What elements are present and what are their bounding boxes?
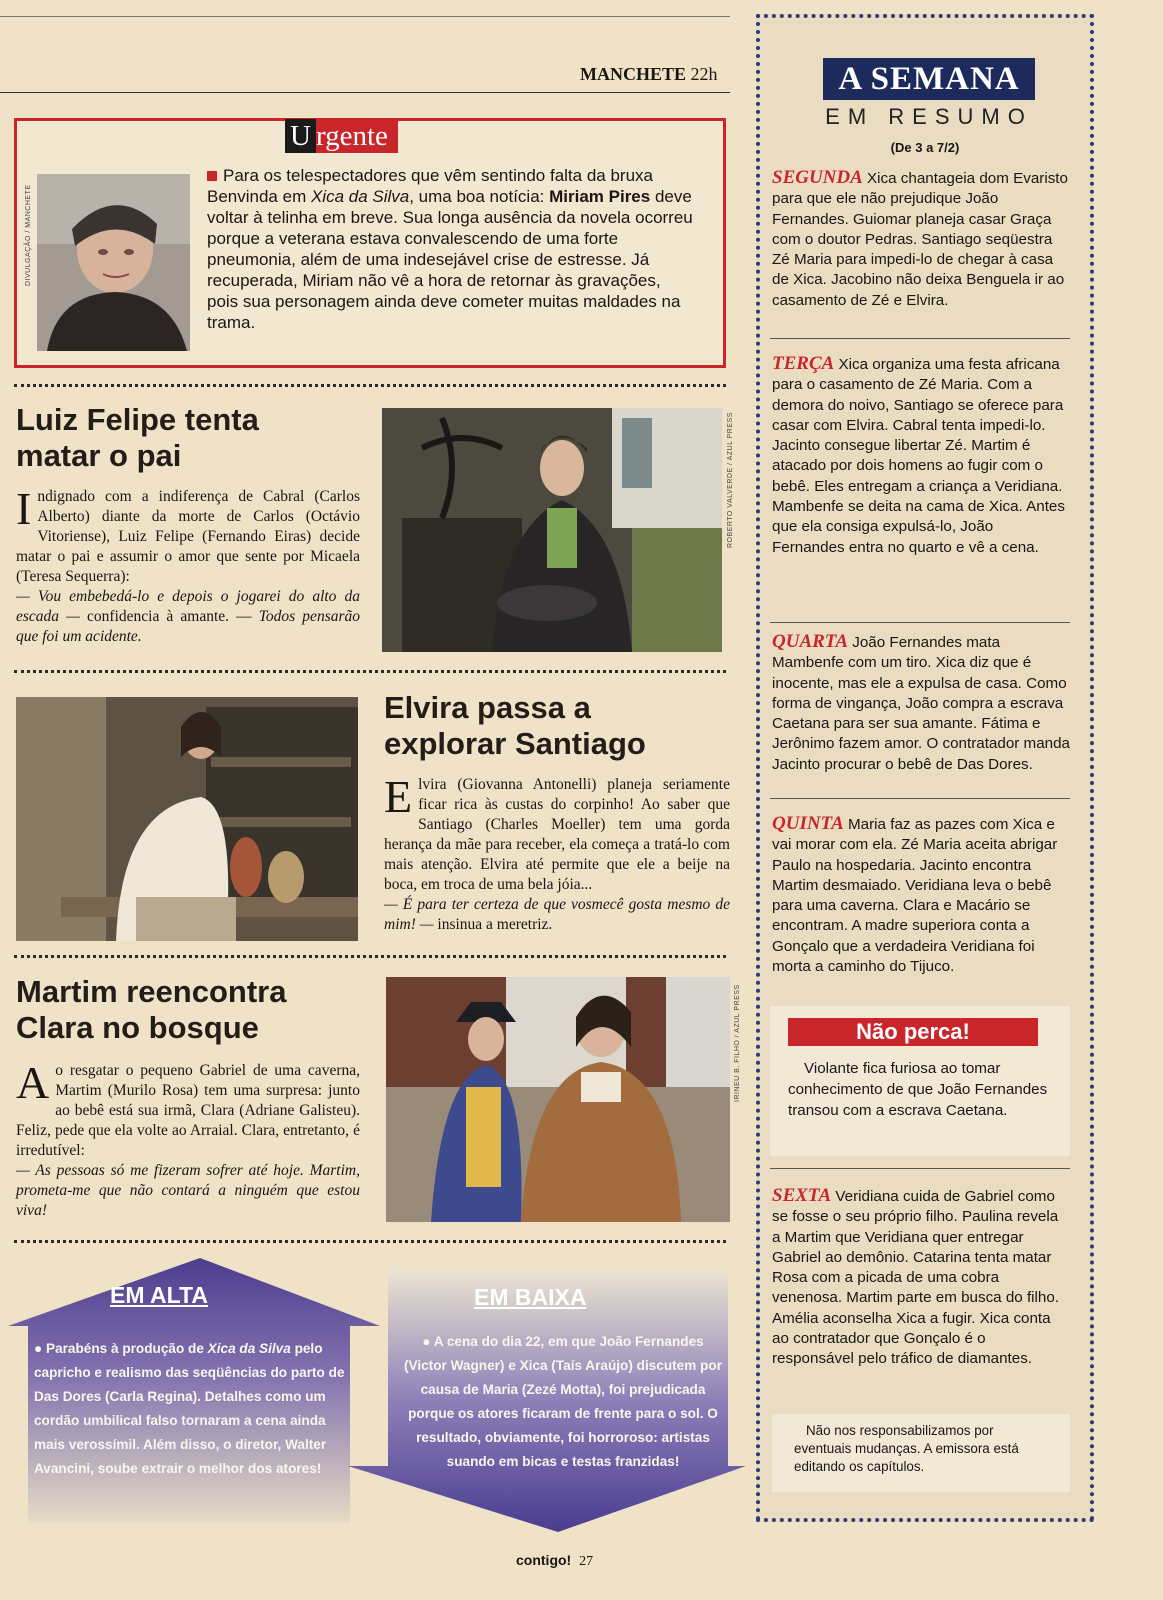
day-rule-3	[770, 798, 1070, 799]
day-terca-summary: Xica organiza uma festa africana para o casamento de Zé Maria. Com a demora do noivo, Santiago se oferece para casar com Elvira. Cabral tenta impedi-lo. Jacinto consegue libertar Zé. Martim é atacado por dois homens ao fugir com o bebê. Eles entregam a criança a Veridiana. Mambenfe se deita na cama de Xica. Antes que ela consiga expulsá-lo, João Fernandes entra no quarto e vê a cena.	[772, 356, 1065, 556]
channel-name: MANCHETE	[580, 64, 687, 84]
em-baixa-text	[404, 1330, 722, 1474]
em-alta-title: EM ALTA	[110, 1282, 208, 1308]
article-1-body	[16, 483, 361, 647]
bullet-square-icon	[207, 171, 217, 181]
em-baixa-title: EM BAIXA	[474, 1284, 587, 1310]
article-1-quote-attr: confidencia à amante. —	[87, 608, 252, 625]
day-rule-4	[770, 1168, 1070, 1169]
day-sexta-text	[772, 1186, 1070, 1370]
urgente-box	[14, 118, 726, 368]
nao-perca-box	[770, 1006, 1070, 1156]
urgente-title-initial: U	[285, 119, 316, 153]
day-segunda-summary: Xica chantageia dom Evaristo para que ele não prejudique João Fernandes. Guiomar planeja casar Graça com o doutor Pedras. Santiago seqüestra Zé Maria para impedi-lo de chegar à casa de Xica. Jacobino não deixa Benguela ir ao casamento de Zé e Elvira.	[772, 170, 1068, 309]
article-1-paragraph: ndignado com a indiferença de Cabral (Carlos Alberto) diante da morte de Carlos (Octávio Vitoriense), Luiz Felipe (Fernando Eiras) decide matar o pai e assumir o amor que sente por Micaela (Teresa Sequerra):	[16, 488, 360, 585]
article-1-photo-credit: ROBERTO VALVERDE / AZUL PRESS	[727, 412, 734, 548]
footer-page-number: 27	[579, 1554, 594, 1569]
urgente-title-rest: rgente	[315, 120, 388, 152]
day-sexta-name: SEXTA	[772, 1185, 832, 1206]
divider-dots-4	[14, 1240, 726, 1243]
article-2-quote-attr: insinua a meretriz.	[437, 916, 553, 933]
article-2-photo	[16, 697, 358, 941]
em-alta-show-name: Xica da Silva	[207, 1341, 291, 1356]
sidebar-dates: (De 3 a 7/2)	[890, 140, 960, 155]
top-rule	[0, 16, 730, 17]
urgente-actress-name: Miriam Pires	[549, 187, 651, 206]
urgente-show-name: Xica da Silva	[310, 187, 410, 206]
channel-header	[580, 64, 718, 85]
divider-dots-3	[14, 955, 726, 958]
article-1-drop-cap: I	[16, 483, 32, 534]
day-terca	[772, 354, 1070, 558]
urgente-title	[285, 119, 398, 153]
urgente-text-before: Para os telespectadores que vêm sentindo falta da bruxa Benvinda em	[207, 166, 653, 206]
urgente-text	[207, 165, 695, 333]
day-terca-text	[772, 354, 1070, 558]
channel-time: 22h	[690, 64, 718, 84]
day-segunda-text	[772, 168, 1070, 311]
article-1-text	[16, 483, 360, 587]
period-drama-scene	[382, 408, 722, 652]
em-baixa-text-body: A cena do dia 22, em que João Fernandes (Victor Wagner) e Xica (Taís Araújo) discutem por causa de Maria (Zezé Motta), foi prejudicada porque os atores ficaram de frente para o sol. O resultado, obviamente, foi horroroso: artistas suando em bicas e testas franzidas!	[404, 1334, 723, 1469]
article-2-quote	[384, 895, 730, 935]
soldiers-scene	[386, 977, 730, 1222]
article-3-photo	[386, 977, 730, 1222]
article-3-photo-credit: IRINEU B. FILHO / AZUL PRESS	[734, 984, 741, 1102]
nao-perca-title: Não perca!	[788, 1018, 1038, 1046]
day-sexta	[772, 1186, 1070, 1370]
day-rule-2	[770, 622, 1070, 623]
article-2-body	[384, 771, 730, 935]
article-1-headline: Luiz Felipe tenta matar o pai	[16, 402, 259, 473]
article-3-quote: — As pessoas só me fizeram sofrer até hoje. Martim, prometa-me que não contará a ninguém que estou viva!	[16, 1162, 360, 1219]
footer-magazine: contigo!	[516, 1552, 572, 1568]
day-quarta-text	[772, 632, 1070, 775]
day-terca-name: TERÇA	[772, 353, 835, 374]
urgente-photo	[37, 174, 190, 351]
em-baixa-panel	[348, 1270, 746, 1532]
article-1-quote-line: — Vou embebedá-lo e depois o jogarei do alto da escada —	[16, 588, 360, 625]
article-3-body	[16, 1057, 360, 1221]
article-1-quote	[16, 587, 360, 647]
nao-perca-text: Violante fica furiosa ao tomar conhecimento de que João Fernandes transou com a escrava Caetana.	[788, 1060, 1048, 1119]
day-quinta-name: QUINTA	[772, 813, 844, 834]
kitchen-scene	[16, 697, 358, 941]
urgente-text-middle: , uma boa notícia:	[409, 187, 550, 206]
day-quinta-summary: Maria faz as pazes com Xica e vai morar com ela. Zé Maria aceita abrigar Paulo na hospedaria. Jacinto encontra Martim desmaiado. Veridiana leva o bebê para uma caverna. Clara e Macário se encontram. A madre superiora conta a Gonçalo que a verdadeira Veridiana foi morta a caminho do Tijuco.	[772, 816, 1058, 976]
bullet-dot-icon: ●	[422, 1334, 434, 1349]
day-quarta-summary: João Fernandes mata Mambenfe com um tiro. Xica diz que é inocente, mas ele a expulsa de casa. Como forma de vingança, João compra a escrava Caetana para ser sua amante. Fátima e Jerônimo fazem amor. O contratador manda Jacinto procurar o bebê de Das Dores.	[772, 634, 1070, 773]
em-alta-text-before: Parabéns à produção de	[46, 1341, 208, 1356]
sidebar-title: A SEMANA	[823, 58, 1035, 100]
day-quinta	[772, 814, 1070, 977]
divider-dots-1	[14, 384, 726, 387]
article-2-text	[384, 771, 730, 895]
sidebar-week-summary	[756, 14, 1094, 1522]
article-3-paragraph: o resgatar o pequeno Gabriel de uma caverna, Martim (Murilo Rosa) tem uma surpresa: junto ao bebê está sua irmã, Clara (Adriane Galisteu). Feliz, pede que ela volte ao Arraial. Clara, entretanto, é irredutível:	[16, 1062, 360, 1159]
portrait-illustration	[37, 174, 190, 351]
sidebar-subtitle: EM RESUMO	[825, 104, 1033, 129]
article-2-drop-cap: E	[384, 771, 413, 822]
bullet-dot-icon: ●	[34, 1341, 46, 1356]
urgente-photo-credit: DIVULGAÇÃO / MANCHETE	[25, 184, 32, 286]
day-quinta-text	[772, 814, 1070, 977]
day-segunda-name: SEGUNDA	[772, 167, 863, 188]
em-alta-panel	[8, 1258, 380, 1523]
em-alta-text	[34, 1337, 354, 1481]
article-1-quote-line-2: Todos pensarão que foi um acidente.	[16, 608, 361, 645]
day-quarta-name: QUARTA	[772, 631, 849, 652]
article-2-headline: Elvira passa a explorar Santiago	[384, 690, 646, 761]
article-2-quote-line: — É para ter certeza de que vosmecê gosta mesmo de mim! —	[384, 896, 730, 933]
disclaimer-box	[772, 1414, 1070, 1492]
article-3-headline: Martim reencontra Clara no bosque	[16, 974, 287, 1045]
urgente-text-after: deve voltar à telinha em breve. Sua longa ausência da novela ocorreu porque a veterana estava convalescendo de uma forte pneumonia, além de uma indesejável crise de estresse. Já recuperada, Miriam não vê a hora de retornar às gravações, pois sua personagem ainda deve cometer muitas maldades na trama.	[207, 187, 693, 332]
divider-dots-2	[14, 670, 726, 673]
article-2-paragraph: lvira (Giovanna Antonelli) planeja seriamente ficar rica às custas do corpinho! Ao saber que Santiago (Charles Moeller) tem uma gorda herança da mãe para receber, ela começa a tratá-lo com mais atenção. Elvira até permite que ele a beije na boca, em troca de uma bela jóia...	[384, 776, 730, 893]
disclaimer-text: Não nos responsabilizamos por eventuais mudanças. A emissora está editando os capítulos.	[794, 1423, 1019, 1474]
day-sexta-summary: Veridiana cuida de Gabriel como se fosse o seu próprio filho. Paulina revela a Martim que Veridiana quer entregar Gabriel ao demônio. Catarina tenta matar Rosa com a picada de uma cobra venenosa. Martim parte em busca do filho. Amélia aconselha Xica a fugir. Xica conta ao contratador que Gonçalo é o responsável pelo tráfico de diamantes.	[772, 1188, 1060, 1368]
article-3-drop-cap: A	[16, 1057, 50, 1108]
day-rule-1	[770, 338, 1070, 339]
page-footer	[516, 1552, 593, 1570]
day-segunda	[772, 168, 1070, 311]
header-rule	[0, 92, 730, 93]
day-quarta	[772, 632, 1070, 775]
em-alta-text-after: pelo capricho e realismo das seqüências do parto de Das Dores (Carla Regina). Detalhes como um cordão umbilical falso tornaram a cena ainda mais verossímil. Além disso, o diretor, Walter Avancini, soube extrair o melhor dos atores!	[34, 1341, 345, 1476]
article-1-photo	[382, 408, 722, 652]
article-3-text	[16, 1057, 360, 1161]
